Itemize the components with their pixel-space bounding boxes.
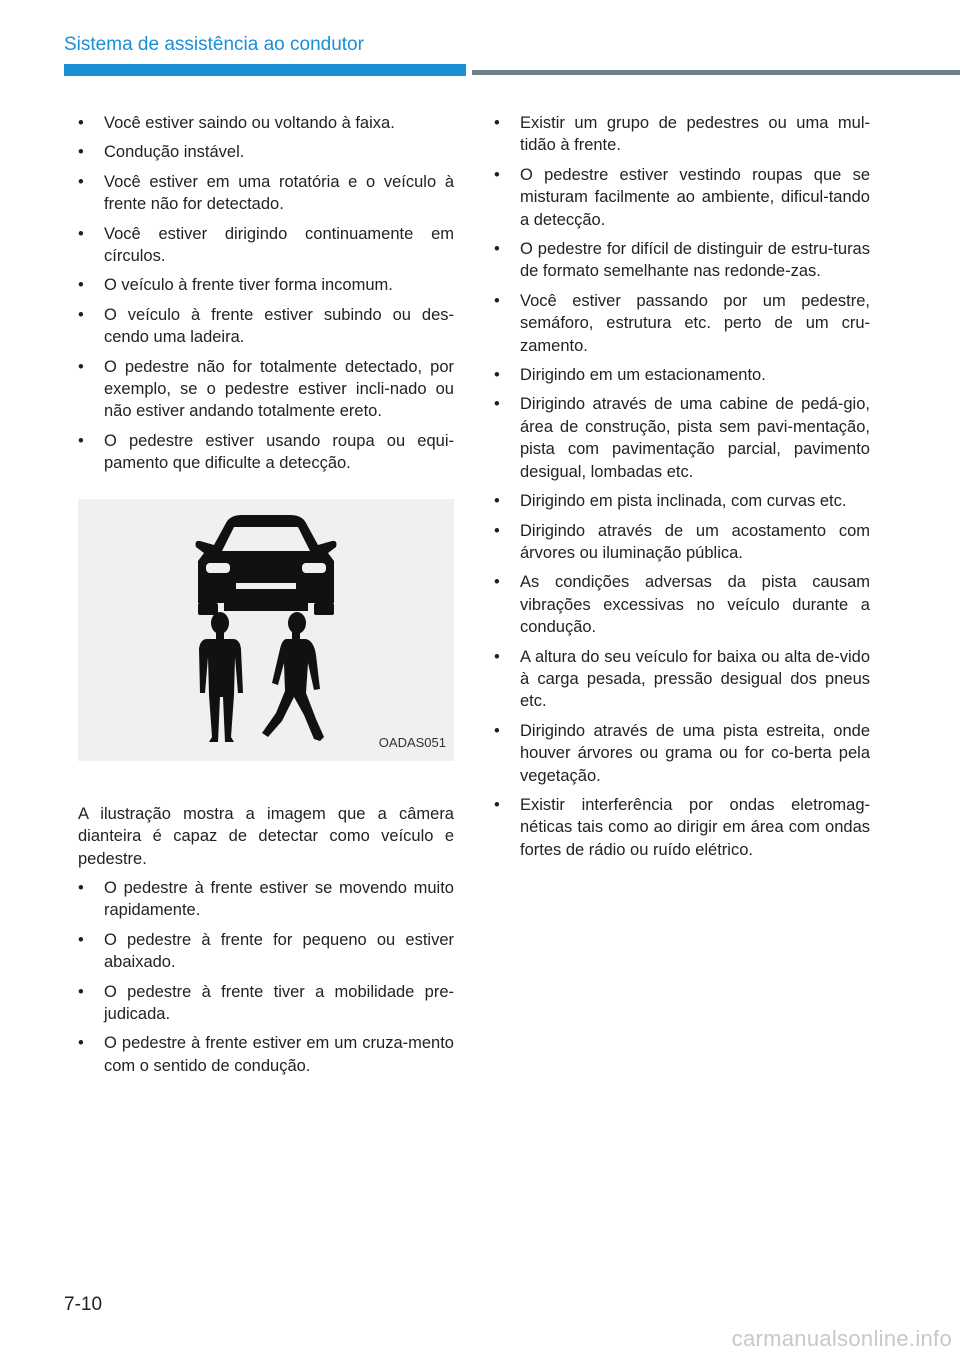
car-icon: [196, 515, 337, 615]
list-item: • O pedestre não for totalmente detectado, por exemplo, se o pedestre estiver incli-nado ou não estiver andando totalmente ereto.: [78, 357, 454, 421]
list-item: • O pedestre à frente estiver se movendo muito rapidamente.: [78, 878, 454, 920]
list-item-text: O pedestre não for totalmente detectado, por exemplo, se o pedestre estiver incli-nado ou não estiver andando totalmente ereto.: [104, 357, 454, 421]
list-item: • O pedestre estiver vestindo roupas que se misturam facilmente ao ambiente, dificul-tando a detecção.: [494, 165, 870, 229]
list-item: • O pedestre à frente for pequeno ou estiver abaixado.: [78, 930, 454, 972]
header-accent-bar: [64, 64, 466, 76]
list-item-text: Dirigindo em um estacionamento.: [520, 366, 766, 385]
list-item-text: Você estiver passando por um pedestre, semáforo, estrutura etc. perto de um cru-zamento.: [520, 291, 870, 355]
list-item-text: Condução instável.: [104, 143, 245, 162]
list-item: • Dirigindo em um estacionamento.: [494, 366, 766, 385]
list-item-text: Você estiver saindo ou voltando à faixa.: [104, 114, 395, 132]
list-item-text: As condições adversas da pista causam vibrações excessivas no veículo durante a condução.: [520, 573, 870, 637]
list-item-text: Dirigindo através de um acostamento com árvores ou iluminação pública.: [520, 521, 870, 562]
list-item-text: O pedestre à frente for pequeno ou estiver abaixado.: [104, 930, 454, 972]
list-item-text: O veículo à frente estiver subindo ou des-cendo uma ladeira.: [104, 305, 454, 347]
list-item: • Dirigindo através de uma pista estreita, onde houver árvores ou grama ou for co-berta pela vegetação.: [494, 721, 870, 785]
list-item: • A altura do seu veículo for baixa ou alta de-vido à carga pesada, pressão desigual dos pneus etc.: [494, 647, 870, 711]
list-item-text: Existir um grupo de pedestres ou uma mul-tidão à frente.: [520, 114, 870, 155]
list-item: • Você estiver dirigindo continuamente em círculos.: [78, 224, 454, 266]
list-item: • O pedestre à frente tiver a mobilidade pre-judicada.: [78, 982, 454, 1023]
list-item-text: O pedestre for difícil de distinguir de estru-turas de formato semelhante nas redonde-zas.: [520, 240, 870, 281]
list-item: • Você estiver em uma rotatória e o veículo à frente não for detectado.: [78, 172, 454, 214]
list-item-text: Você estiver dirigindo continuamente em círculos.: [104, 224, 454, 266]
list-item-text: O pedestre à frente estiver se movendo muito rapidamente.: [104, 878, 454, 920]
right-column: [494, 112, 870, 868]
bullet-list-right: [494, 112, 870, 861]
standing-pedestrian-icon: [199, 612, 243, 742]
list-item: • As condições adversas da pista causam vibrações excessivas no veículo durante a condução.: [494, 573, 870, 637]
list-item: • O veículo à frente estiver subindo ou des-cendo uma ladeira.: [78, 305, 454, 347]
walking-pedestrian-icon: [262, 612, 324, 741]
list-item-text: O pedestre estiver vestindo roupas que se misturam facilmente ao ambiente, dificul-tando a detecção.: [520, 165, 870, 229]
list-item: • Dirigindo através de um acostamento com árvores ou iluminação pública.: [494, 521, 870, 562]
list-item: • Você estiver saindo ou voltando à faixa.: [78, 114, 395, 132]
list-item-text: O pedestre à frente estiver em um cruza-mento com o sentido de condução.: [104, 1034, 454, 1075]
list-item-text: Dirigindo através de uma cabine de pedá-gio, área de construção, pista sem pavi-mentação, pista com pavimentação parcial, pavimento desigual, lombadas etc.: [520, 395, 870, 481]
list-item: • Você estiver passando por um pedestre, semáforo, estrutura etc. perto de um cru-zamento.: [494, 291, 870, 355]
list-item: • Existir um grupo de pedestres ou uma mul-tidão à frente.: [494, 114, 870, 155]
page-header-title: Sistema de assistência ao condutor: [64, 34, 364, 55]
list-item-text: O pedestre à frente tiver a mobilidade pre-judicada.: [104, 982, 454, 1023]
illustration-svg: [78, 499, 454, 761]
header-rule: [472, 70, 960, 75]
list-item-text: Você estiver em uma rotatória e o veículo à frente não for detectado.: [104, 172, 454, 214]
list-item-text: Existir interferência por ondas eletromag-néticas tais como ao dirigir em área com ondas fortes de rádio ou ruído elétrico.: [520, 795, 870, 859]
list-item: • Existir interferência por ondas eletromag-néticas tais como ao dirigir em área com ondas fortes de rádio ou ruído elétrico.: [494, 795, 870, 859]
list-item: • Dirigindo em pista inclinada, com curvas etc.: [494, 492, 847, 511]
list-item-text: A altura do seu veículo for baixa ou alta de-vido à carga pesada, pressão desigual dos pneus etc.: [520, 647, 870, 711]
illustration-caption: A ilustração mostra a imagem que a câmera dianteira é capaz de detectar como veículo e pedestre.: [78, 804, 454, 868]
left-column: [78, 112, 454, 1084]
list-item: • O veículo à frente tiver forma incomum.: [78, 276, 393, 295]
bullet-list-bottom: [78, 877, 454, 1077]
list-item: • O pedestre estiver usando roupa ou equi-pamento que dificulte a detecção.: [78, 431, 454, 473]
watermark: carmanualsonline.info: [731, 1326, 952, 1351]
page-number: 7-10: [64, 1294, 103, 1315]
list-item: • Dirigindo através de uma cabine de pedá-gio, área de construção, pista sem pavi-mentação, pista com pavimentação parcial, pavimento desigual, lombadas etc.: [494, 395, 870, 481]
figure-code: OADAS051: [378, 735, 446, 751]
list-item-text: O veículo à frente tiver forma incomum.: [104, 276, 393, 295]
bullet-list-top: [78, 112, 454, 475]
list-item-text: Dirigindo em pista inclinada, com curvas etc.: [520, 492, 847, 511]
list-item: • O pedestre à frente estiver em um cruza-mento com o sentido de condução.: [78, 1034, 454, 1075]
detection-illustration: [78, 499, 454, 761]
list-item: • Condução instável.: [78, 143, 245, 162]
list-item: • O pedestre for difícil de distinguir de estru-turas de formato semelhante nas redonde-zas.: [494, 240, 870, 281]
list-item-text: Dirigindo através de uma pista estreita, onde houver árvores ou grama ou for co-berta pela vegetação.: [520, 721, 870, 785]
list-item-text: O pedestre estiver usando roupa ou equi-pamento que dificulte a detecção.: [104, 431, 454, 473]
